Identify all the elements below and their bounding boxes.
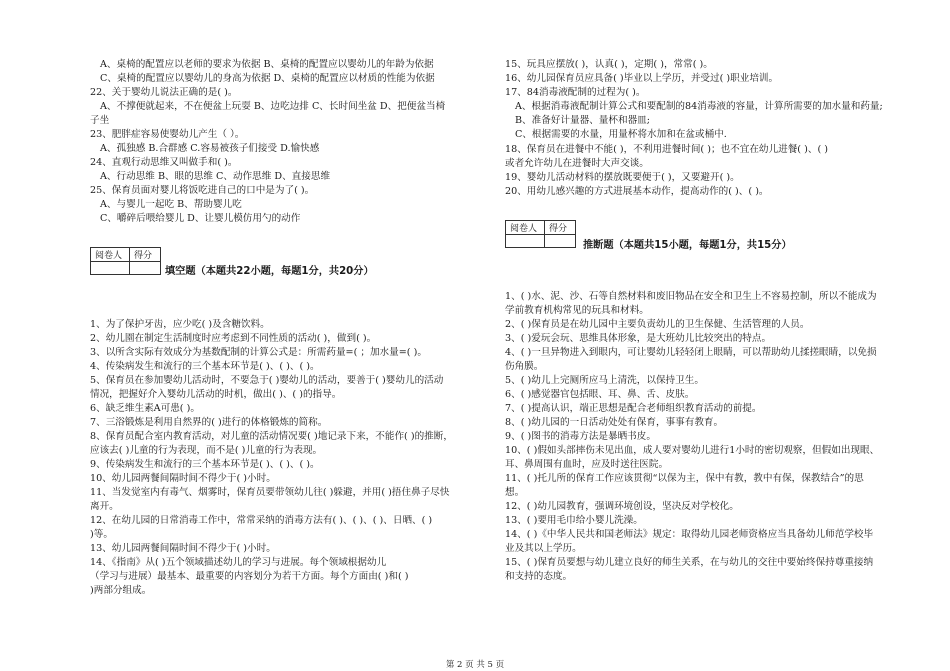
- text-line: A、与婴儿一起吃 B、帮助婴儿吃: [100, 199, 242, 210]
- text-line: 1、( )水、泥、沙、石等自然材料和废旧物品在安全和卫生上不容易控制，所以不能成为: [505, 291, 877, 302]
- text-line: 22、关于婴幼儿说法正确的是( )。: [90, 87, 238, 98]
- text-line: 1、为了保护牙齿，应少吃( )及含糖饮料。: [90, 319, 270, 330]
- text-line: 12、在幼儿园的日常消毒工作中，常常采纳的消毒方法有( )、( )、( )、日晒、( ): [90, 515, 433, 526]
- text-line: 4、传染病发生和流行的三个基本环节是( )、( )、( )。: [90, 361, 320, 372]
- text-line: 12、( )幼儿园教育，强调环境创设，坚决反对学校化。: [505, 501, 739, 512]
- text-line: A、不撑便就起来，不在便盆上玩耍 B、边吃边排 C、长时间坐盆 D、把便盆当椅: [100, 101, 446, 112]
- text-line: 16、幼儿园保育员应具备( )毕业以上学历，并受过( )职业培训。: [505, 73, 779, 84]
- text-line: 4、( )一旦异物进入到眼内，可让婴幼儿轻轻闭上眼睛，可以帮助幼儿揉搓眼睛，以免损: [505, 347, 877, 358]
- text-line: 15、( )保育员要想与幼儿建立良好的师生关系，在与幼儿的交往中要始终保持尊重接纳: [505, 557, 874, 568]
- reviewer-cell: [506, 235, 545, 248]
- text-line: 想。: [505, 487, 525, 498]
- score-box: [90, 247, 161, 275]
- text-line: （学习与进展）最基本、最重要的内容划分为若干方面。每个方面由( )和( ): [90, 571, 409, 582]
- text-line: 15、玩具应摆放( )，认真( )，定期( )，常常( )。: [505, 59, 713, 70]
- text-line: 10、幼儿园两餐间隔时间不得少于( )小时。: [90, 473, 276, 484]
- text-line: )两部分组成。: [90, 585, 152, 596]
- text-line: 6、( )感觉器官包括眼、耳、鼻、舌、皮肤。: [505, 389, 695, 400]
- text-line: 14、( )《中华人民共和国老师法》规定：取得幼儿园老师资格应当具备幼儿师范学校毕: [505, 529, 874, 540]
- text-line: A、桌椅的配置应以老师的要求为依据 B、桌椅的配置应以婴幼儿的年龄为依据: [100, 59, 434, 70]
- text-line: 7、( )提高认识，端正思想是配合老师组织教育活动的前提。: [505, 403, 762, 414]
- text-line: 9、传染病发生和流行的三个基本环节是( )、( )、( )。: [90, 459, 320, 470]
- text-line: 13、幼儿园两餐间隔时间不得少于( )小时。: [90, 543, 276, 554]
- text-line: A、根据消毒液配制计算公式和要配制的84消毒液的容量，计算所需要的加水量和药量;: [515, 101, 883, 112]
- text-line: A、孤独感 B.合群感 C.容易被孩子们接受 D.愉快感: [100, 143, 320, 154]
- text-line: 14、《指南》从( )五个领域描述幼儿的学习与进展。每个领域根据幼儿: [90, 557, 387, 568]
- text-line: 离开。: [90, 501, 119, 512]
- text-line: 11、( )托儿所的保育工作应该贯彻“以保为主，保中有教，教中有保，保教结合”的思: [505, 473, 864, 484]
- text-line: 6、缺乏维生素A可患( )。: [90, 403, 200, 414]
- reviewer-label: 阅卷人: [91, 248, 130, 262]
- text-line: 情况，把握好介入婴幼儿活动的时机，做出( )、( )的指导。: [90, 389, 342, 400]
- text-line: 学前教育机构常见的玩具和材料。: [505, 305, 649, 316]
- text-line: 20、用幼儿感兴趣的方式进展基本动作，提高动作的( )、( )。: [505, 186, 769, 197]
- text-line: C、桌椅的配置应以婴幼儿的身高为依据 D、桌椅的配置应以材质的性能为依据: [100, 73, 435, 84]
- fill-section-title: 填空题（本题共22小题，每题1分，共20分）: [165, 266, 374, 277]
- text-line: )等。: [90, 529, 113, 540]
- text-line: B、准备好计量器、量杯和器皿;: [515, 115, 651, 126]
- text-line: 25、保育员面对婴儿将饭吃进自己的口中是为了( )。: [90, 185, 315, 196]
- text-line: 伤角膜。: [505, 361, 544, 372]
- text-line: 耳、鼻周围有血时，应及时送往医院。: [505, 459, 669, 470]
- reviewer-cell: [91, 262, 130, 275]
- text-line: 18、保育员在进餐中不能( )，不利用进餐时间( )；也不宜在幼儿进餐( )、( ): [505, 144, 828, 155]
- text-line: 19、婴幼儿活动材料的摆放既要便于( )，又要避开( )。: [505, 172, 740, 183]
- score-box: [505, 220, 576, 248]
- text-line: 9、( )图书的消毒方法是暴晒书皮。: [505, 431, 656, 442]
- text-line: 24、直观行动思维又叫做手和( )。: [90, 157, 238, 168]
- text-line: 子坐: [90, 115, 110, 126]
- score-cell: [130, 262, 161, 275]
- text-line: 应该去( )儿童的行为表现，而不是( )儿童的行为表现。: [90, 445, 323, 456]
- text-line: 7、三浴锻炼是利用自然界的( )进行的体格锻炼的简称。: [90, 417, 328, 428]
- judge-section-title: 推断题（本题共15小题，每题1分，共15分）: [583, 240, 792, 251]
- text-line: 8、保育员配合室内教育活动，对儿童的活动情况要( )地记录下来，不能作( )的推断，: [90, 431, 453, 442]
- text-line: C、嚼碎后喂给婴儿 D、让婴儿模仿用勺的动作: [100, 213, 301, 224]
- text-line: 2、( )保育员是在幼儿园中主要负责幼儿的卫生保健、生活管理的人员。: [505, 319, 810, 330]
- text-line: 11、当发觉室内有毒气、烟雾时，保育员要带领幼儿往( )躲避，并用( )捂住鼻子尽快: [90, 487, 450, 498]
- text-line: 2、幼儿園在制定生活制度时应考虑到不同性质的活动( )，做到( )。: [90, 333, 377, 344]
- text-line: 3、以所含实际有效成分为基数配制的计算公式是：所需药量=( ；加水量=( )。: [90, 347, 427, 358]
- score-label: 得分: [545, 221, 576, 235]
- text-line: 10、( )假如头部摔伤未见出血，成人要对婴幼儿进行1小时的密切观察，但假如出现眼、: [505, 445, 880, 456]
- score-cell: [545, 235, 576, 248]
- text-line: 5、保育员在参加婴幼儿活动时，不要急于( )婴幼儿的活动，要善于( )婴幼儿的活动: [90, 375, 444, 386]
- text-line: 17、84消毒液配制的过程为( )。: [505, 87, 646, 98]
- page-footer: 第 2 页 共 5 页: [445, 660, 505, 670]
- text-line: 或者允许幼儿在进餐时大声交谈。: [505, 158, 649, 169]
- text-line: 13、( )要用毛巾给小婴儿洗澡。: [505, 515, 643, 526]
- text-line: 5、( )幼儿上完厕所应马上清洗，以保持卫生。: [505, 375, 704, 386]
- reviewer-label: 阅卷人: [506, 221, 545, 235]
- text-line: A、行动思维 B、眼的思维 C、动作思维 D、直接思维: [100, 171, 331, 182]
- score-label: 得分: [130, 248, 161, 262]
- text-line: 8、( )幼儿园的一日活动处处有保育，事事有教育。: [505, 417, 724, 428]
- text-line: 3、( )爱玩会玩、思维具体形象，是大班幼儿比较突出的特点。: [505, 333, 772, 344]
- text-line: 23、肥胖症容易使婴幼儿产生（ ）。: [90, 129, 245, 140]
- text-line: C、根据需要的水量，用量杯将水加和在盆或桶中.: [515, 129, 727, 140]
- text-line: 业及其以上学历。: [505, 543, 582, 554]
- text-line: 和支持的态度。: [505, 571, 573, 582]
